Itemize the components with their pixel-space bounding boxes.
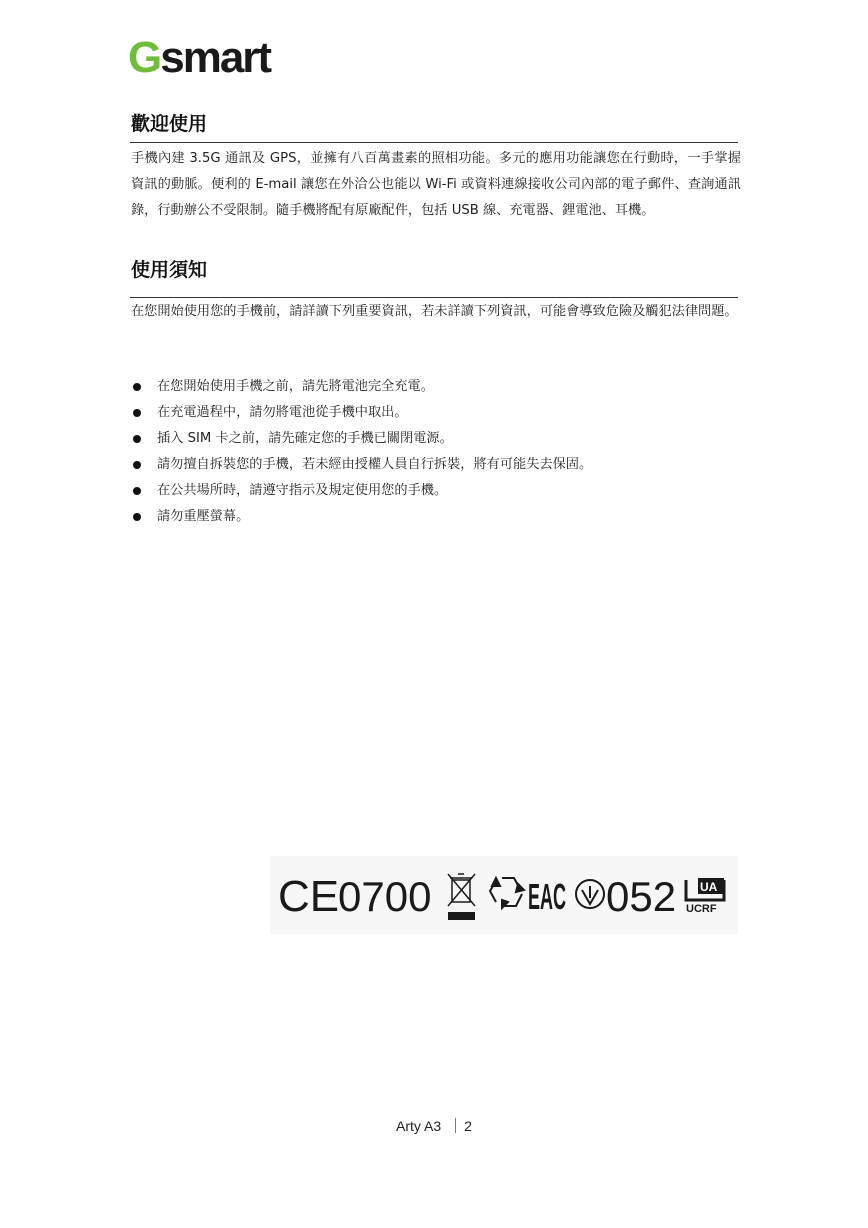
bullet-icon bbox=[133, 461, 141, 469]
gsmart-logo bbox=[128, 33, 298, 82]
bullet-icon bbox=[133, 383, 141, 391]
notice-list bbox=[131, 374, 741, 530]
list-item bbox=[131, 452, 741, 478]
logo-wordmark bbox=[128, 34, 270, 82]
ucrf-mark-icon bbox=[686, 878, 724, 915]
ua-label: UA bbox=[700, 880, 718, 894]
list-item-text: 在您開始使用手機之前，請先將電池完全充電。 bbox=[157, 379, 434, 394]
notice-rule bbox=[130, 297, 738, 298]
logo-smart: smart bbox=[160, 33, 271, 82]
footer-separator bbox=[455, 1118, 456, 1133]
page-footer bbox=[0, 1118, 868, 1134]
list-item-text: 在公共場所時，請遵守指示及規定使用您的手機。 bbox=[157, 483, 448, 498]
list-item-text: 請勿重壓螢幕。 bbox=[157, 509, 250, 524]
certification-marks-svg bbox=[270, 856, 738, 934]
notice-paragraph: 在您開始使用您的手機前，請詳讀下列重要資訊，若未詳讀下列資訊，可能會導致危險及觸犯法律問題。 bbox=[131, 304, 738, 319]
bullet-icon bbox=[133, 513, 141, 521]
notice-heading: 使用須知 bbox=[131, 259, 208, 281]
welcome-heading: 歡迎使用 bbox=[131, 113, 208, 135]
list-item-text: 插入 SIM 卡之前，請先確定您的手機已關閉電源。 bbox=[157, 431, 453, 446]
eac-mark-icon: EAC bbox=[528, 876, 566, 917]
ukraine-conformity-icon bbox=[576, 880, 604, 908]
bullet-icon bbox=[133, 435, 141, 443]
ucrf-label: UCRF bbox=[686, 903, 717, 915]
logo-g: G bbox=[128, 33, 161, 82]
recycle-icon bbox=[490, 878, 524, 908]
list-item bbox=[131, 426, 741, 452]
list-item bbox=[131, 400, 741, 426]
ce-notified-body-number: 0700 bbox=[338, 873, 432, 920]
bullet-icon bbox=[133, 409, 141, 417]
bullet-icon bbox=[133, 487, 141, 495]
list-item bbox=[131, 504, 741, 530]
list-item bbox=[131, 374, 741, 400]
list-item bbox=[131, 478, 741, 504]
ukraine-conformity-number: 052 bbox=[606, 873, 677, 920]
footer-model: Arty A3 bbox=[396, 1118, 442, 1134]
list-item-text: 在充電過程中，請勿將電池從手機中取出。 bbox=[157, 405, 408, 420]
welcome-rule bbox=[130, 142, 738, 143]
ce-mark-icon: CE bbox=[278, 872, 340, 921]
weee-crossed-bin-icon bbox=[448, 874, 475, 920]
certification-marks bbox=[270, 856, 738, 934]
list-item-text: 請勿擅自拆裝您的手機，若未經由授權人員自行拆裝，將有可能失去保固。 bbox=[157, 457, 593, 472]
page-number: 2 bbox=[464, 1118, 472, 1134]
welcome-paragraph: 手機內建 3.5G 通訊及 GPS，並擁有八百萬畫素的照相功能。多元的應用功能讓您在行動時，一手掌握資訊的動脈。便利的 E-mail 讓您在外洽公也能以 Wi-Fi 或資料連線接收公司內部的電子郵件、查詢通訊錄，行動辦公不受限制。隨手機將配有原廠配件，包括 USB 線、充電器、鋰電池、耳機。 bbox=[131, 151, 741, 218]
